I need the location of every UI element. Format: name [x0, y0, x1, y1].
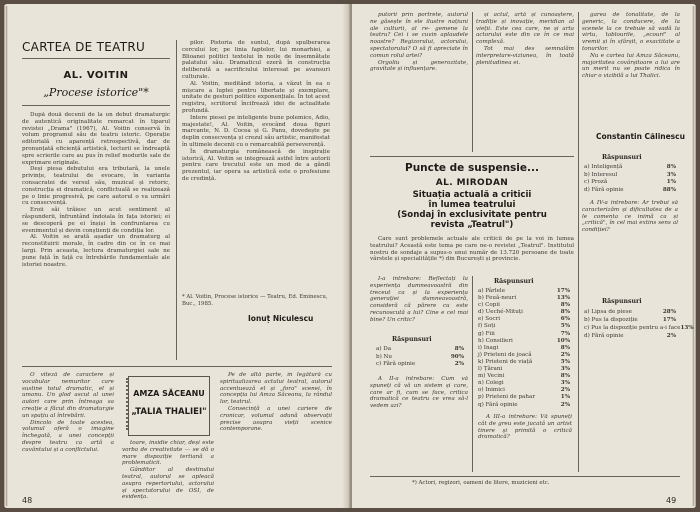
response-label: m) Vecini [478, 373, 505, 380]
right-column-3 [582, 12, 680, 128]
response-value: 5% [560, 323, 570, 330]
response-value: 13% [556, 295, 570, 302]
response-value: 2% [560, 401, 570, 408]
response-label: b) Feuă-neuri [478, 295, 517, 302]
column-divider [472, 12, 473, 152]
response-value: 17% [556, 288, 570, 294]
response-value: 6% [560, 316, 570, 323]
response-label: b) Pus la dispoziție [584, 317, 638, 323]
paragraph: Gânditor al destinului teatral, autorul se apleacă asupra repertoriului, actorului și spectatorului de OSI, de evidența. [122, 467, 214, 500]
review-title-rule [22, 105, 170, 106]
response-value: 2% [560, 387, 570, 394]
responses-d [584, 308, 694, 340]
response-row [584, 308, 676, 316]
response-label: e) Socri [478, 316, 501, 323]
response-label: c) Proză [584, 179, 608, 186]
response-value: 1% [666, 179, 676, 186]
response-label: a) Inteligență [584, 164, 623, 170]
response-label: d) Fără opinie [584, 186, 624, 193]
question-3 [478, 414, 572, 472]
paragraph: I-a întrebare: Reflectați la experiența dumneavoastră din treceut ca și la experiența generației dumneavoastră, consideră că părere cu este recunoscută a lui? Cine e cel mai bine? Un critic? [370, 276, 468, 323]
feature-title: Puncte de suspensie... [405, 162, 539, 174]
magazine-spread [4, 4, 696, 508]
response-value: 10% [556, 337, 570, 344]
response-value: 5% [560, 358, 570, 365]
feature-subtitle-1: Situația actuală a criticii [412, 190, 532, 200]
response-label: p) Prieteni de pahar [478, 394, 536, 401]
column-divider [472, 276, 473, 472]
response-value: 3% [666, 171, 676, 178]
response-value: 28% [662, 309, 676, 315]
section-divider [22, 366, 332, 367]
response-value: 8% [560, 309, 570, 316]
section-title: CARTEA DE TEATRU [22, 40, 146, 54]
column-divider [176, 40, 177, 360]
response-row [376, 346, 464, 354]
question-1 [370, 276, 468, 332]
response-label: q) Fără opinie [478, 401, 518, 408]
bottom-column-2 [122, 440, 214, 500]
title-rule [22, 58, 170, 59]
paragraph: O viteză de caractere și vocabular nemuritor care sustine totul dramatic, el și umanu. Un glod ascut al unei autori care prin întreaga sa creație a făcut din dramaturgie un spațiu al întrebării. [22, 372, 114, 419]
response-value: 17% [662, 317, 676, 323]
book-box [128, 376, 210, 436]
paragraph: Tot mai des semnalăm interpretare-viziunea, în toată plenitudinea ei. [476, 45, 574, 66]
page-edge-right [692, 6, 696, 506]
response-value: 8% [666, 164, 676, 170]
response-label: c) Pus la dispoziție pentru a-i face [584, 325, 681, 331]
feature-author: AL. MIRODAN [435, 178, 509, 188]
response-row [478, 331, 570, 338]
responses-a-title: Răspunsuri [392, 336, 432, 343]
feature-subtitle-4: revista „Teatrul") [430, 220, 514, 230]
response-label: n) Colegi [478, 380, 504, 387]
review-signature: Ionuț Niculescu [248, 314, 314, 323]
col3-signature: Constantin Călinescu [596, 132, 685, 141]
response-row [376, 361, 464, 369]
paragraph: Intere piesei pe inteligente bune polemice, Adio, majestate!, Al. Voitin, evocând doua figuri marcante, N. D. Cocea și G. Panu, dovedește pe deplin consecvența și crezul său artistic, manifestat în ultimele decenii cu o remarcabilă perseverență. [182, 114, 330, 148]
box-author: AMZA SĂCEANU [133, 389, 205, 398]
review-footnote: * Al. Voitin, Procese istorice — Teatru, Ed. Eminescu, Buc., 1985. [182, 294, 328, 307]
bottom-column-1 [22, 372, 114, 500]
response-row [584, 179, 676, 187]
response-value: 7% [560, 330, 570, 337]
response-label: f) Soți [478, 323, 496, 330]
responses-c-title: Răspunsuri [602, 154, 642, 161]
response-value: 8% [454, 346, 464, 352]
response-value: 3% [560, 380, 570, 387]
response-value: 1% [560, 394, 570, 401]
response-label: j) Prieteni de joacă [478, 351, 532, 358]
response-label: d) Fără opinie [584, 333, 624, 339]
response-label: b) Interesul [584, 171, 618, 178]
review-column-1 [22, 112, 170, 362]
response-label: i) Inagi [478, 344, 499, 351]
paragraph: Dincolo de toate acestea, volumul oferă o imagine închegată, a unei concepții despre teatru ca artă a cuvântului și a conflictului. [22, 419, 114, 453]
page-number: 48 [22, 496, 33, 505]
review-column-2 [182, 40, 330, 288]
response-label: d) Ueché-Mituți [478, 309, 523, 316]
page-number: 49 [666, 496, 677, 505]
response-value: 2% [454, 361, 464, 368]
response-label: o) Inimici [478, 387, 505, 394]
response-label: k) Prieteni de viață [478, 358, 533, 365]
paragraph: Eroii săi trăiesc un acut sentiment al răspunderii, înfruntând îndoiala în fața istoriei; ei se descoperă pe ei înșiși în confruntarea cu evenimentul și devin conștienți de condiția lor. [22, 207, 170, 234]
paragraph: Consecință a unei cariere de cronicar, volumul adună observații precise asupra vieții scenice contemporane. [220, 405, 332, 433]
response-row [584, 332, 676, 340]
left-page [4, 4, 348, 508]
paragraph: toare, insidie chiar, deși este vorba de creativitate — se dă o mare dispoziție tertiană a problematicii. [122, 440, 214, 467]
responses-d-title: Răspunsuri [602, 298, 642, 305]
paragraph: Al. Voitin, meditând istoria, a văzut în ea o mișcare a luptei pentru libertate și exemplare, unitate de gesturi politice exponențiale. În tot acest registru, scriitorul încifrează idei de actualitate profundă. [182, 80, 330, 114]
response-label: a) Lipsa de piese [584, 309, 632, 315]
response-value: 90% [450, 353, 464, 360]
paragraph: A IV-a întrebare: Ar trebui să caracterizăm și dificultatea de a le comenta ce inimă ca și „critică", în cel mai extins sens al condiției? [582, 200, 678, 234]
paragraph: garea de tonalitate, de la generic, la conducere, de la scenele la ce trebuie să vadă la virtu, tablourile, „ecouri" al vremii și în sfârșit, o exactitate a tonurilor. [582, 12, 680, 52]
paragraph: Nu e cartea lui Amza Săceanu, majoritatea covârșitoare a lui are un merit nu se poate ridica în chiar o vizibilă a lui Thalici. [582, 52, 680, 80]
right-column-1 [370, 12, 468, 152]
response-row [478, 394, 570, 401]
response-value: 8% [560, 302, 570, 309]
response-label: b) Nu [376, 353, 393, 360]
right-column-2 [476, 12, 574, 152]
paragraph: Pe de altă parte, în legătură cu spiritualizarea actului teatral, autorul accentuează el și „fora" scenei, în concepția lui Amza Săceanu, la rândul lor, teatrul. [220, 372, 332, 406]
response-value: 2% [560, 351, 570, 358]
feature-intro [370, 236, 574, 274]
responses-c [584, 164, 676, 194]
paragraph: A III-a întrebare: Vă spuneți cât de greu este jucată un artist tinere și primită o critică dramatică? [478, 414, 572, 441]
response-row [584, 187, 676, 195]
responses-a [376, 346, 464, 369]
paragraph: Al. Voitin se arată așadar un dramaturg al reconstituirii morale, în cadre din ce în ce mai largi. Prin aceasta, lectura dramaturgiei sale ne pune față în față cu întrebările fundamentale ale istoriei noastre. [22, 234, 170, 268]
bottom-column-3 [220, 372, 332, 500]
feature-footnote: *) Actori, regizori, oameni de litere, muzicieni etc. [412, 480, 550, 486]
response-label: a) Da [376, 346, 392, 352]
responses-b-title: Răspunsuri [494, 278, 534, 285]
question-4 [582, 200, 678, 292]
response-label: a) Pârlele [478, 288, 506, 294]
footnote-rule [370, 476, 680, 477]
paragraph: putorii prin portrete, autorul ne găsește în ele ilustre națiuni ale culturii, al re- gemene la teatru? Cei i se cuvin aplaudele noastre? Regizorului, actorului, spectatorului? O să fi apreciate în comun rolul artei? [370, 12, 468, 59]
page-edge-left [4, 6, 8, 506]
question-2 [370, 376, 468, 472]
paragraph: și actul, artă și cunoaștere, tradiție și inovație, meridian al vieții. Este cea care, ne și arta actorului este din ce în ce mai complexă. [476, 12, 574, 46]
column-divider [578, 150, 579, 472]
response-row [478, 323, 570, 330]
review-author: AL. VOITIN [63, 70, 129, 81]
response-label: c) Copii [478, 302, 500, 309]
response-value: 13% [680, 325, 694, 331]
response-row [584, 316, 676, 324]
response-value: 8% [560, 373, 570, 380]
response-row [478, 402, 570, 409]
response-value: 3% [560, 366, 570, 373]
paragraph: Orgoliu și generozitate, gravitate și influențare. [370, 59, 468, 73]
response-row [584, 324, 694, 332]
response-value: 2% [666, 333, 676, 339]
paragraph: pilor. Pistoria de suntul, după spulberarea cercului lor, pe linia faptelor, lui monarhiei, a Blioanei politici textelui în noile de însemnătate palatului său. Dramaticul ezeră în construcția deliberată a sacrificiului interesat pe avansuri culturale. [182, 40, 330, 80]
column-divider [578, 12, 579, 152]
feature-subtitle-2: în lumea teatrului [428, 200, 516, 210]
response-value: 88% [662, 186, 676, 193]
paragraph: A II-a întrebare: Cum vă spuneți că vă un sistem și care, care ar fi, cum se face, critica dramatică ce teatru ce vrea să-l vedem azi? [370, 376, 468, 410]
response-row [584, 164, 676, 172]
responses-b [478, 288, 570, 409]
paragraph: Deși piesa debutului era tributară, la unele privințe, teatrului de evocare, în varianta consacratei de versul său, muzical și retoric, construcția ei dramatică, conflictuală se realizează pe o linie progresivă, pe care autorul o va urmări cu consecvență. [22, 166, 170, 207]
response-label: c) Fără opinie [376, 361, 416, 368]
right-page [352, 4, 696, 508]
response-row [478, 338, 570, 345]
response-value: 8% [560, 344, 570, 351]
feature-top-rule [370, 156, 574, 157]
response-label: h) Consilieri [478, 337, 513, 344]
box-dotted-border [116, 378, 128, 430]
response-row [478, 359, 570, 366]
response-row [478, 352, 570, 359]
paragraph: După două decenii de la un debut dramaturgic de autentică originalitate remarcat în tiparul revistei „Drama" (1967), Al. Voitin conservă în volum programul său de teatru istoric. Operație editorială cu aparență retrospectivă, dar de pronunțată eficiență artistică, lecturii se îndreaptă spre scrierile care au pus în relief modurile sale de exprimare originale. [22, 112, 170, 166]
paragraph: Care sunt problemele actuale ale criticii de pe la voi în lumea teatrului? Această este tema pe care ne-o revistei „Teatrul". Institutul nostru de sondaje a supus-o unui număr de 13.720 persoane de toate vârstele și specialitățile *) din București și provincie. [370, 236, 574, 263]
response-label: l) Țărani [478, 366, 503, 373]
box-title: „TALIA THALIEI" [131, 407, 207, 417]
review-title: „Procese istorice"* [43, 86, 149, 99]
response-row [478, 345, 570, 352]
feature-subtitle-3: (Sondaj în exclusivitate pentru [397, 210, 547, 220]
paragraph: În dramaturgia românească de inspirație istorică, Al. Voitin se integrează astfel între autorii pentru care trecutul este un mod de a gândi prezentul, iar opera sa artistică este o profesiune de credință. [182, 148, 330, 182]
response-label: g) Fiii [478, 330, 495, 337]
